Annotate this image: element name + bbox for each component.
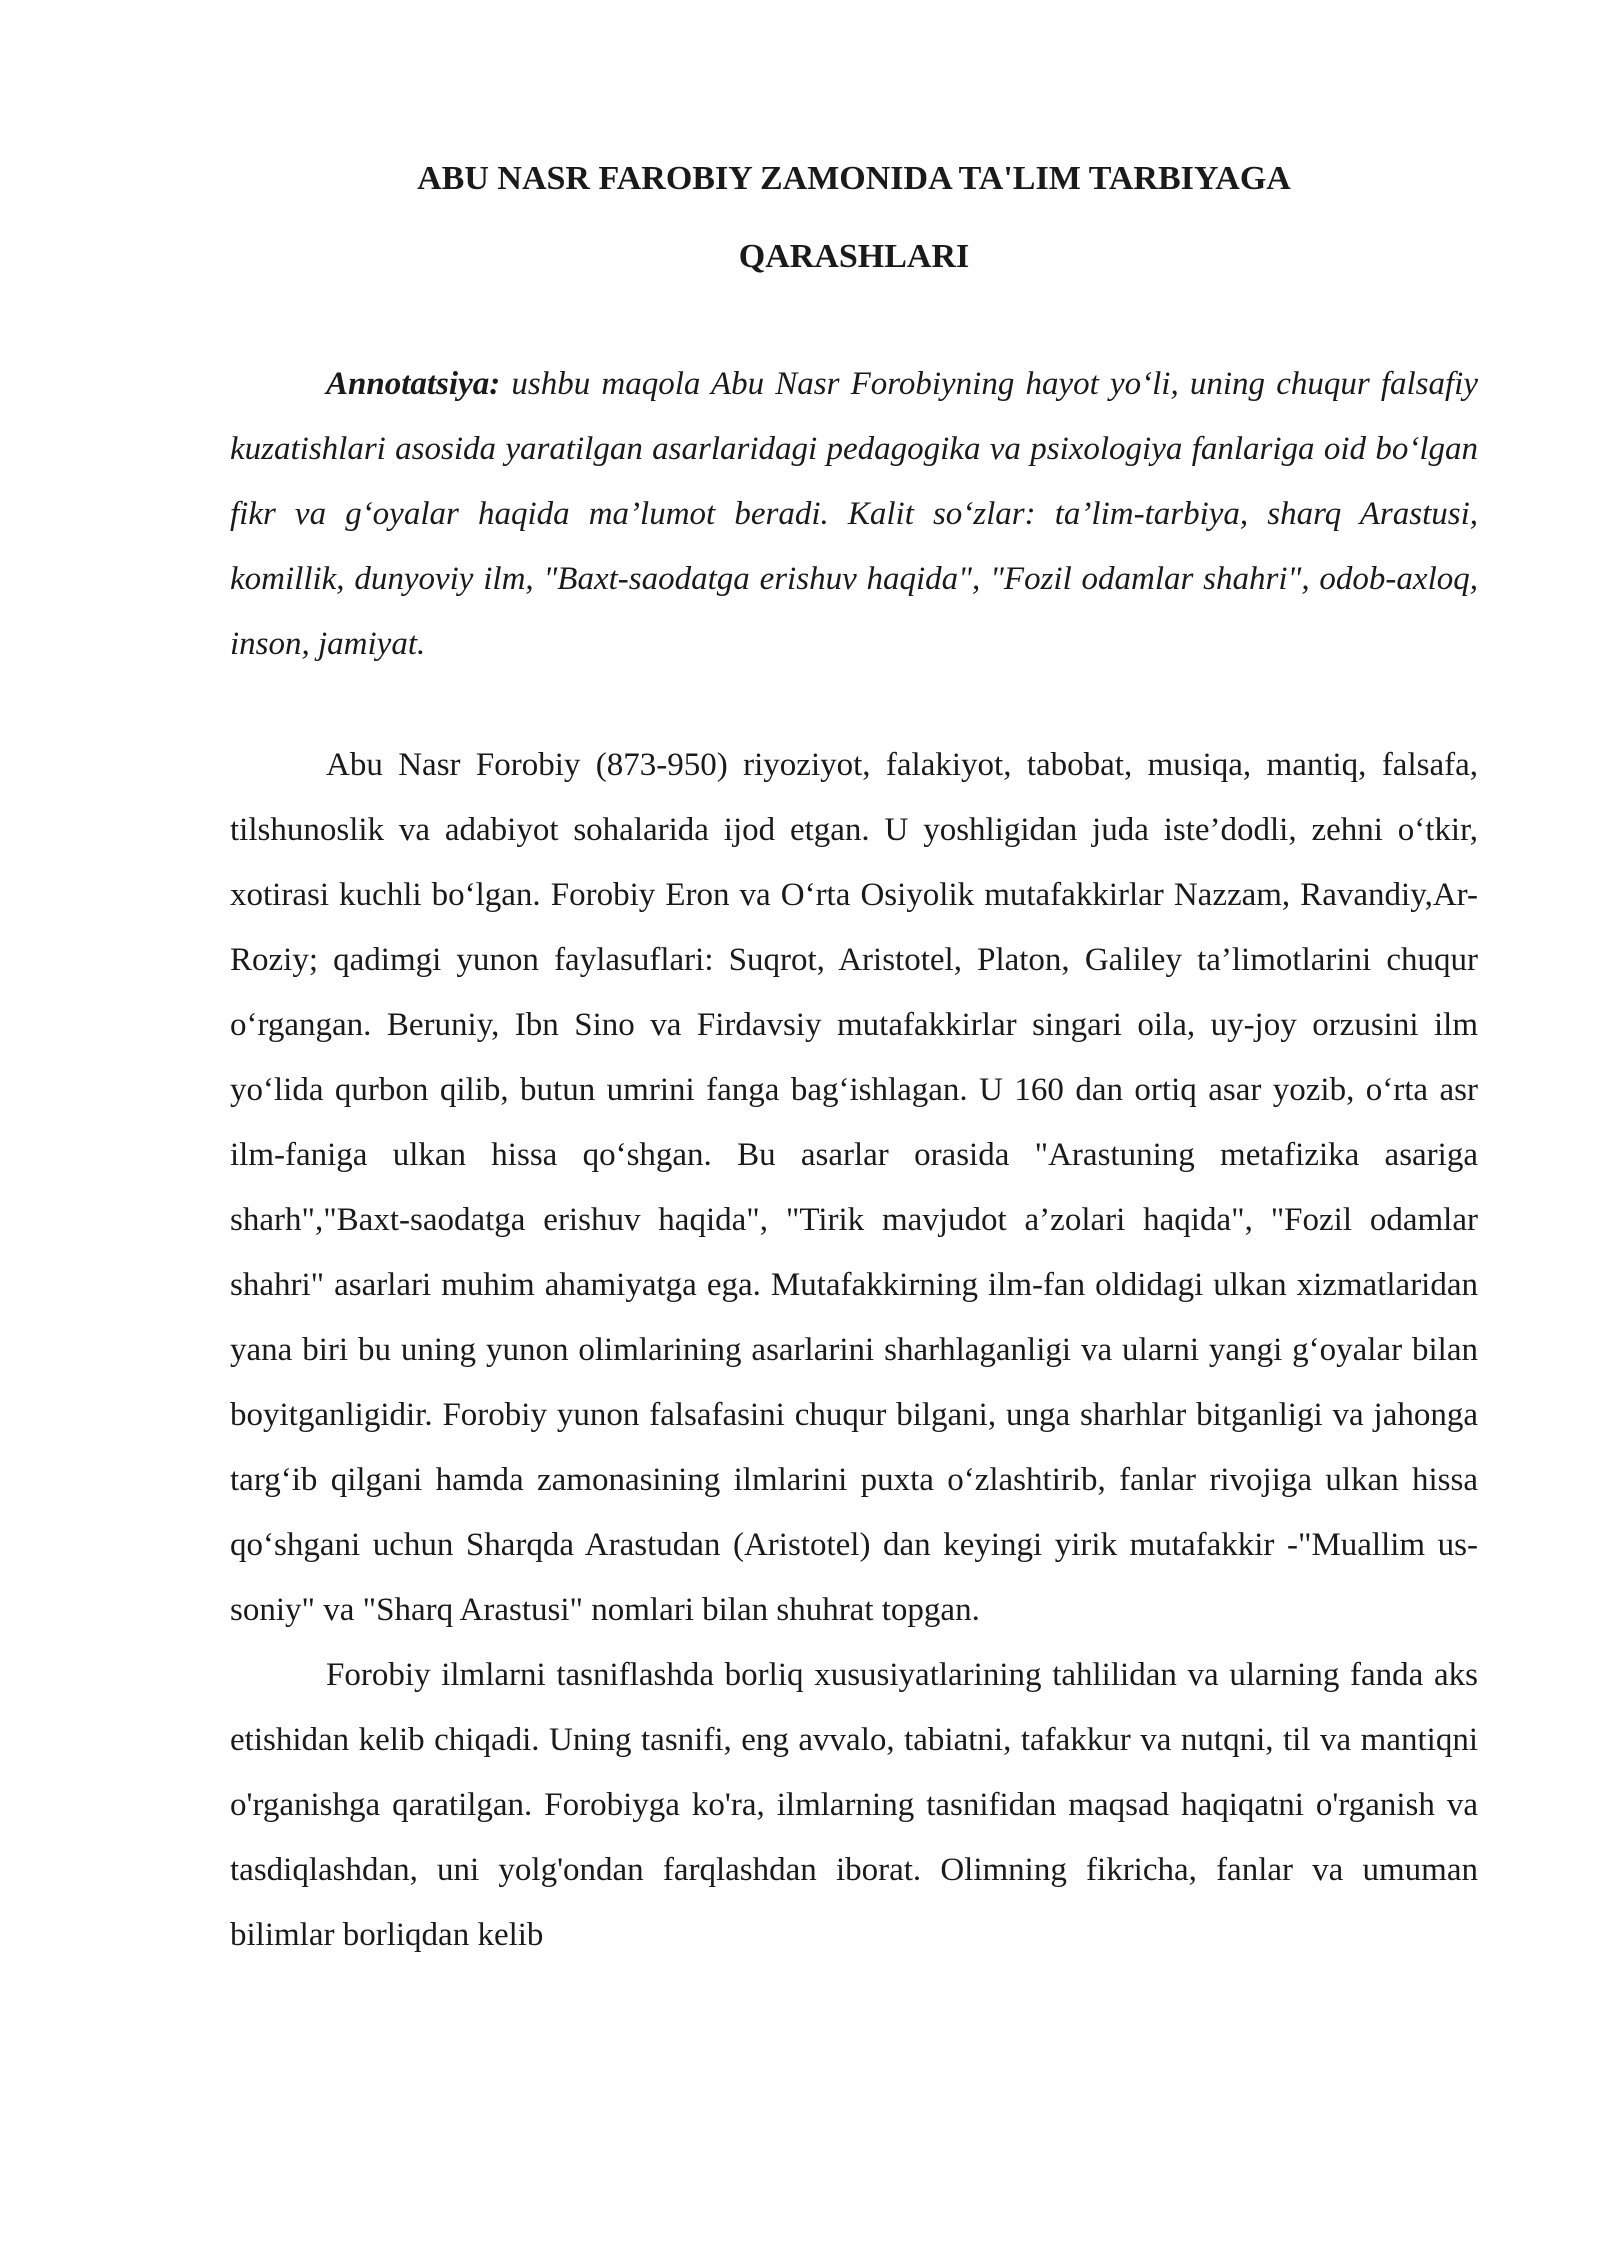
abstract-text: ushbu maqola Abu Nasr Forobiyning hayot yo‘li, uning chuqur falsafiy kuzatishlari asosida yaratilgan asarlaridagi pedagogika va psixologiya fanlariga oid bo‘lgan fikr va g‘oyalar haqida ma’lumot beradi. Kalit so‘zlar: ta’lim-tarbiya, sharq Arastusi, komillik, dunyoviy ilm, "Baxt-saodatga erishuv haqida", "Fozil odamlar shahri", odob-axloq, inson, jamiyat.	[230, 366, 1478, 662]
document-title	[230, 140, 1478, 296]
body-paragraph-1: Abu Nasr Forobiy (873-950) riyoziyot, falakiyot, tabobat, musiqa, mantiq, falsafa, tilshunoslik va adabiyot sohalarida ijod etgan. U yoshligidan juda iste’dodli, zehni o‘tkir, xotirasi kuchli bo‘lgan. Forobiy Eron va O‘rta Osiyolik mutafakkirlar Nazzam, Ravandiy,Ar-Roziy; qadimgi yunon faylasuflari: Suqrot, Aristotel, Platon, Galiley ta’limotlarini chuqur o‘rgangan. Beruniy, Ibn Sino va Firdavsiy mutafakkirlar singari oila, uy-joy orzusini ilm yo‘lida qurbon qilib, butun umrini fanga bag‘ishlagan. U 160 dan ortiq asar yozib, o‘rta asr ilm-faniga ulkan hissa qo‘shgan. Bu asarlar orasida "Arastuning metafizika asariga sharh","Baxt-saodatga erishuv haqida", "Tirik mavjudot a’zolari haqida", "Fozil odamlar shahri" asarlari muhim ahamiyatga ega. Mutafakkirning ilm-fan oldidagi ulkan xizmatlaridan yana biri bu uning yunon olimlarining asarlarini sharhlaganligi va ularni yangi g‘oyalar bilan boyitganligidir. Forobiy yunon falsafasini chuqur bilgani, unga sharhlar bitganligi va jahonga targ‘ib qilgani hamda zamonasining ilmlarini puxta o‘zlashtirib, fanlar rivojiga ulkan hissa qo‘shgani uchun Sharqda Arastudan (Aristotel) dan keyingi yirik mutafakkir -"Muallim us-soniy" va "Sharq Arastusi" nomlari bilan shuhrat topgan.	[230, 747, 1478, 1628]
title-line-1: ABU NASR FAROBIY ZAMONIDA TA'LIM TARBIYAGA	[417, 160, 1291, 197]
body-paragraph-2: Forobiy ilmlarni tasniflashda borliq xususiyatlarining tahlilidan va ularning fanda aks etishidan kelib chiqadi. Uning tasnifi, eng avvalo, tabiatni, tafakkur va nutqni, til va mantiqni o'rganishga qaratilgan. Forobiyga ko'ra, ilmlarning tasnifidan maqsad haqiqatni o'rganish va tasdiqlashdan, uni yolg'ondan farqlashdan iborat. Olimning fikricha, fanlar va umuman bilimlar borliqdan kelib	[230, 1657, 1478, 1953]
title-line-2: QARASHLARI	[738, 238, 970, 275]
abstract-label: Annotatsiya:	[326, 366, 501, 402]
document-page	[230, 140, 1478, 1968]
abstract	[230, 352, 1478, 677]
